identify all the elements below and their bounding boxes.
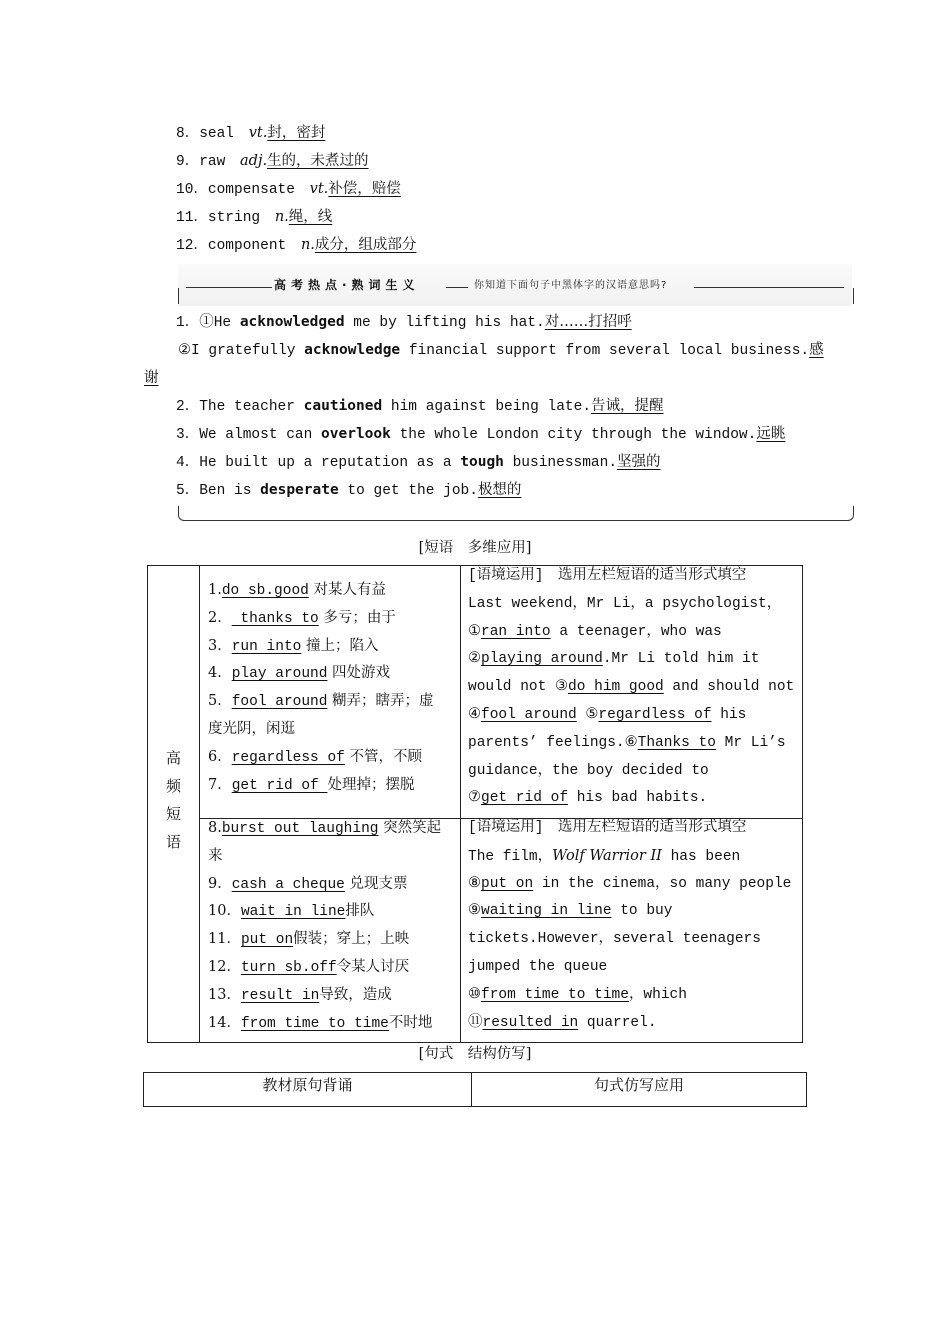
vocab-word: seal (199, 126, 235, 142)
context-answer: fool around (481, 707, 577, 723)
phrase-meaning: 令某人讨厌 (336, 959, 410, 975)
phrase-item (208, 608, 396, 629)
phrase-answer: turn sb.off (240, 960, 337, 976)
sentence-table (143, 1072, 807, 1107)
context-answer: playing around (481, 651, 603, 668)
phrase-meaning: 糊弄；瞎弄；虚 (327, 693, 434, 710)
context-text: guidance，the boy decided to (468, 762, 709, 779)
context-answer: regardless of (598, 707, 712, 723)
side-label (148, 744, 199, 856)
context-text: to buy (611, 903, 673, 920)
vocab-word: raw (199, 154, 226, 170)
vocab-pos: adj. (240, 153, 268, 169)
side-label-char: 语 (165, 833, 181, 851)
phrase-number: 5． (208, 693, 232, 710)
context-text: his (711, 707, 747, 723)
context-answer: waiting in line (481, 903, 612, 920)
phrase-answer: do sb.good (221, 583, 309, 599)
phrase-number: 3． (208, 637, 232, 654)
sentence-suffix: me by lifting his hat. (344, 315, 545, 331)
context-answer: get rid of (481, 790, 569, 807)
bold-keyword: overlook (321, 426, 391, 442)
phrase-answer: get rid of (231, 777, 328, 794)
phrase-item (208, 636, 378, 657)
context-line (468, 733, 786, 753)
phrase-meaning: 多亏；由于 (318, 609, 396, 626)
context-text: [语境运用] 选用左栏短语的适当形式填空 (468, 820, 747, 836)
context-text: quarrel. (578, 1014, 657, 1031)
context-answer: do him good (568, 679, 664, 696)
phrase-meaning: 导致，造成 (319, 986, 392, 1003)
context-text: ⑨ (468, 903, 481, 920)
phrase-answer: wait in line (240, 904, 346, 921)
polysemy-sentence (176, 424, 785, 445)
context-text: ⑦ (468, 790, 481, 807)
context-text: The film， (468, 848, 553, 865)
context-text: parents’ feelings.⑥ (468, 734, 638, 751)
bold-keyword: acknowledged (239, 314, 345, 330)
vocab-word: component (207, 238, 287, 254)
answer-meaning: 告诫，提醒 (591, 398, 664, 414)
vocab-pos: n. (300, 237, 315, 253)
phrase-number: 14． (208, 1014, 241, 1031)
context-line (468, 761, 709, 781)
phrase-answer: regardless of (231, 749, 345, 766)
phrase-item (208, 691, 434, 712)
phrase-answer: from time to time (240, 1015, 389, 1032)
polysemy-sentence (176, 480, 521, 501)
phrase-meaning: 不管，不顾 (344, 748, 422, 765)
sentence-table-col1: 教材原句背诵 (262, 1076, 353, 1094)
bold-keyword: desperate (260, 482, 339, 498)
sentence-prefix: 1．①He (176, 315, 240, 331)
vocab-number: 8． (176, 126, 200, 142)
context-text: Last weekend，Mr Li，a psychologist， (468, 595, 782, 612)
phrase-item (208, 580, 386, 601)
phrase-item (208, 901, 374, 922)
bracket-top (178, 288, 854, 304)
bold-keyword: cautioned (303, 398, 383, 414)
vocab-meaning: 绳，线 (288, 209, 333, 225)
context-line (468, 649, 759, 669)
context-text: ① (468, 623, 481, 640)
phrase-number: 11． (208, 931, 241, 948)
polysemy-sentence (176, 396, 664, 417)
phrase-number: 12． (208, 959, 241, 975)
phrase-meaning: 对某人有益 (308, 582, 386, 598)
phrase-meaning: 排队 (345, 903, 375, 920)
bracket-bottom (178, 506, 854, 521)
answer-meaning: 极想的 (477, 482, 522, 498)
phrase-answer: cash a cheque (231, 876, 345, 893)
context-answer: Thanks to (637, 734, 716, 751)
context-line (468, 929, 761, 949)
phrase-meaning: 不时地 (388, 1014, 433, 1031)
context-line (468, 985, 687, 1005)
context-text: ⑧ (468, 875, 481, 892)
context-text: would not ③ (468, 679, 569, 696)
phrase-number: 1. (208, 582, 222, 598)
phrase-answer: play around (231, 666, 328, 683)
vocab-number: 12． (176, 238, 208, 254)
phrase-answer: put on (240, 932, 294, 949)
vocab-number: 9． (176, 154, 200, 170)
context-line (468, 901, 672, 921)
vocab-pos: vt. (309, 181, 329, 197)
phrase-number: 8. (208, 820, 222, 836)
context-line (468, 957, 607, 977)
film-title: Wolf Warrior II (552, 847, 662, 864)
context-line (468, 788, 707, 808)
phrase-item (208, 663, 390, 684)
phrase-meaning: 处理掉；摆脱 (327, 776, 415, 793)
context-text: his bad habits. (568, 790, 708, 807)
vocab-meaning: 封，密封 (267, 125, 326, 141)
phrase-number: 2． (208, 609, 232, 626)
context-text: tickets.However，several teenagers (468, 931, 761, 948)
phrase-answer: thanks to (231, 610, 319, 627)
phrase-item (208, 719, 295, 740)
col-divider-1 (199, 566, 200, 1042)
phrase-meaning: 兑现支票 (344, 875, 408, 892)
sentence-prefix: 5．Ben is (176, 483, 261, 499)
vocab-word: compensate (207, 182, 295, 198)
context-line (468, 566, 746, 586)
context-text: has been (661, 848, 741, 865)
context-line (468, 705, 746, 725)
phrase-meaning: 假装；穿上；上映 (293, 931, 410, 948)
sentence-prefix: ②I gratefully (178, 343, 305, 359)
sentence-table-col2: 句式仿写应用 (593, 1076, 684, 1094)
sentence-suffix: him against being late. (382, 399, 592, 415)
context-line (468, 846, 740, 867)
bold-keyword: acknowledge (304, 342, 401, 358)
phrase-item (208, 957, 409, 978)
phrase-meaning: 突然笑起 (378, 820, 442, 836)
col-divider-2 (460, 566, 461, 1042)
phrase-number: 7． (208, 776, 232, 793)
phrase-item (208, 929, 409, 950)
context-text: in the cinema，so many people (533, 875, 792, 892)
polysemy-sentence (178, 340, 824, 361)
side-label-char: 短 (165, 805, 181, 823)
context-text: ② (468, 651, 481, 668)
context-line (468, 1013, 657, 1033)
context-text: and should not (663, 679, 795, 696)
vocab-number: 10． (176, 182, 208, 198)
phrase-table (147, 565, 803, 1043)
context-text: ⑪ (468, 1014, 483, 1031)
context-line (468, 594, 781, 614)
sentence-heading: [句式 结构仿写] (418, 1046, 532, 1062)
phrase-meaning: 四处游戏 (327, 665, 391, 682)
phrase-number: 9． (208, 875, 232, 892)
context-text: ⑩ (468, 986, 481, 1003)
answer-meaning: 远眺 (756, 426, 786, 442)
answer-meaning: 对……打招呼 (544, 314, 632, 330)
context-line (468, 874, 791, 894)
context-line (468, 677, 794, 697)
vocab-item (176, 123, 325, 144)
bold-keyword: tough (460, 454, 504, 470)
answer-meaning: 感 (809, 342, 824, 358)
phrase-item (208, 818, 441, 839)
context-answer: put on (481, 875, 534, 892)
banner-hint: 你知道下面句子中黑体字的汉语意思吗? (474, 280, 668, 291)
context-text: .Mr Li told him it (602, 651, 760, 668)
phrase-item (208, 747, 422, 768)
vocab-item (176, 151, 369, 172)
phrase-meaning: 来 (208, 847, 223, 864)
phrase-item (208, 874, 407, 895)
phrase-heading: [短语 多维应用] (418, 540, 532, 556)
context-text: ⑤ (576, 707, 599, 723)
context-answer: ran into (481, 623, 551, 640)
phrase-answer: result in (240, 987, 320, 1004)
phrase-item (208, 1013, 432, 1034)
phrase-number: 10． (208, 903, 241, 920)
vocab-meaning: 生的，未煮过的 (267, 153, 369, 169)
context-text: ④ (468, 707, 481, 723)
vocab-word: string (207, 210, 261, 226)
sentence-prefix: 2．The teacher (176, 399, 304, 415)
polysemy-sentence (176, 452, 661, 473)
sentence-suffix: the whole London city through the window. (390, 427, 757, 443)
phrase-answer: fool around (231, 694, 328, 711)
vocab-item (176, 179, 401, 200)
sentence-prefix: 3．We almost can (176, 427, 322, 443)
polysemy-sentence (176, 312, 632, 333)
phrase-number: 13． (208, 986, 241, 1003)
phrase-meaning: 撞上；陷入 (301, 637, 379, 654)
answer-meaning: 坚强的 (617, 454, 661, 470)
phrase-item (208, 985, 392, 1006)
answer-meaning-wrap: 谢 (144, 370, 159, 386)
phrase-number: 4． (208, 665, 232, 682)
phrase-item (208, 775, 414, 796)
side-label-char: 频 (165, 777, 181, 795)
phrase-meaning: 度光阴，闲逛 (208, 721, 295, 737)
context-text: [语境运用] 选用左栏短语的适当形式填空 (468, 568, 747, 584)
vocab-meaning: 补偿，赔偿 (328, 181, 401, 197)
context-line (468, 818, 746, 838)
context-text: ，which (628, 986, 687, 1003)
sentence-suffix: financial support from several local business. (400, 343, 810, 359)
vocab-pos: n. (274, 209, 289, 225)
side-label-char: 高 (165, 749, 181, 767)
vocab-item (176, 235, 416, 256)
context-answer: resulted in (482, 1014, 579, 1031)
context-text: Mr Li’s (715, 734, 786, 751)
sentence-prefix: 4．He built up a reputation as a (176, 455, 461, 471)
phrase-item (208, 846, 223, 867)
vocab-item (176, 207, 332, 228)
context-line (468, 622, 722, 642)
context-text: jumped the queue (468, 959, 608, 975)
phrase-answer: burst out laughing (221, 821, 379, 837)
phrase-number: 6． (208, 748, 232, 765)
context-answer: from time to time (481, 986, 629, 1003)
banner-title: 高考热点·熟词生义 (274, 278, 420, 292)
vocab-meaning: 成分，组成部分 (314, 237, 417, 253)
sentence-suffix: businessman. (503, 455, 618, 471)
sentence-suffix: to get the job. (338, 483, 478, 499)
vocab-pos: vt. (248, 125, 268, 141)
vocab-number: 11． (176, 210, 208, 226)
phrase-answer: run into (231, 638, 302, 655)
context-text: a teenager，who was (550, 623, 722, 640)
